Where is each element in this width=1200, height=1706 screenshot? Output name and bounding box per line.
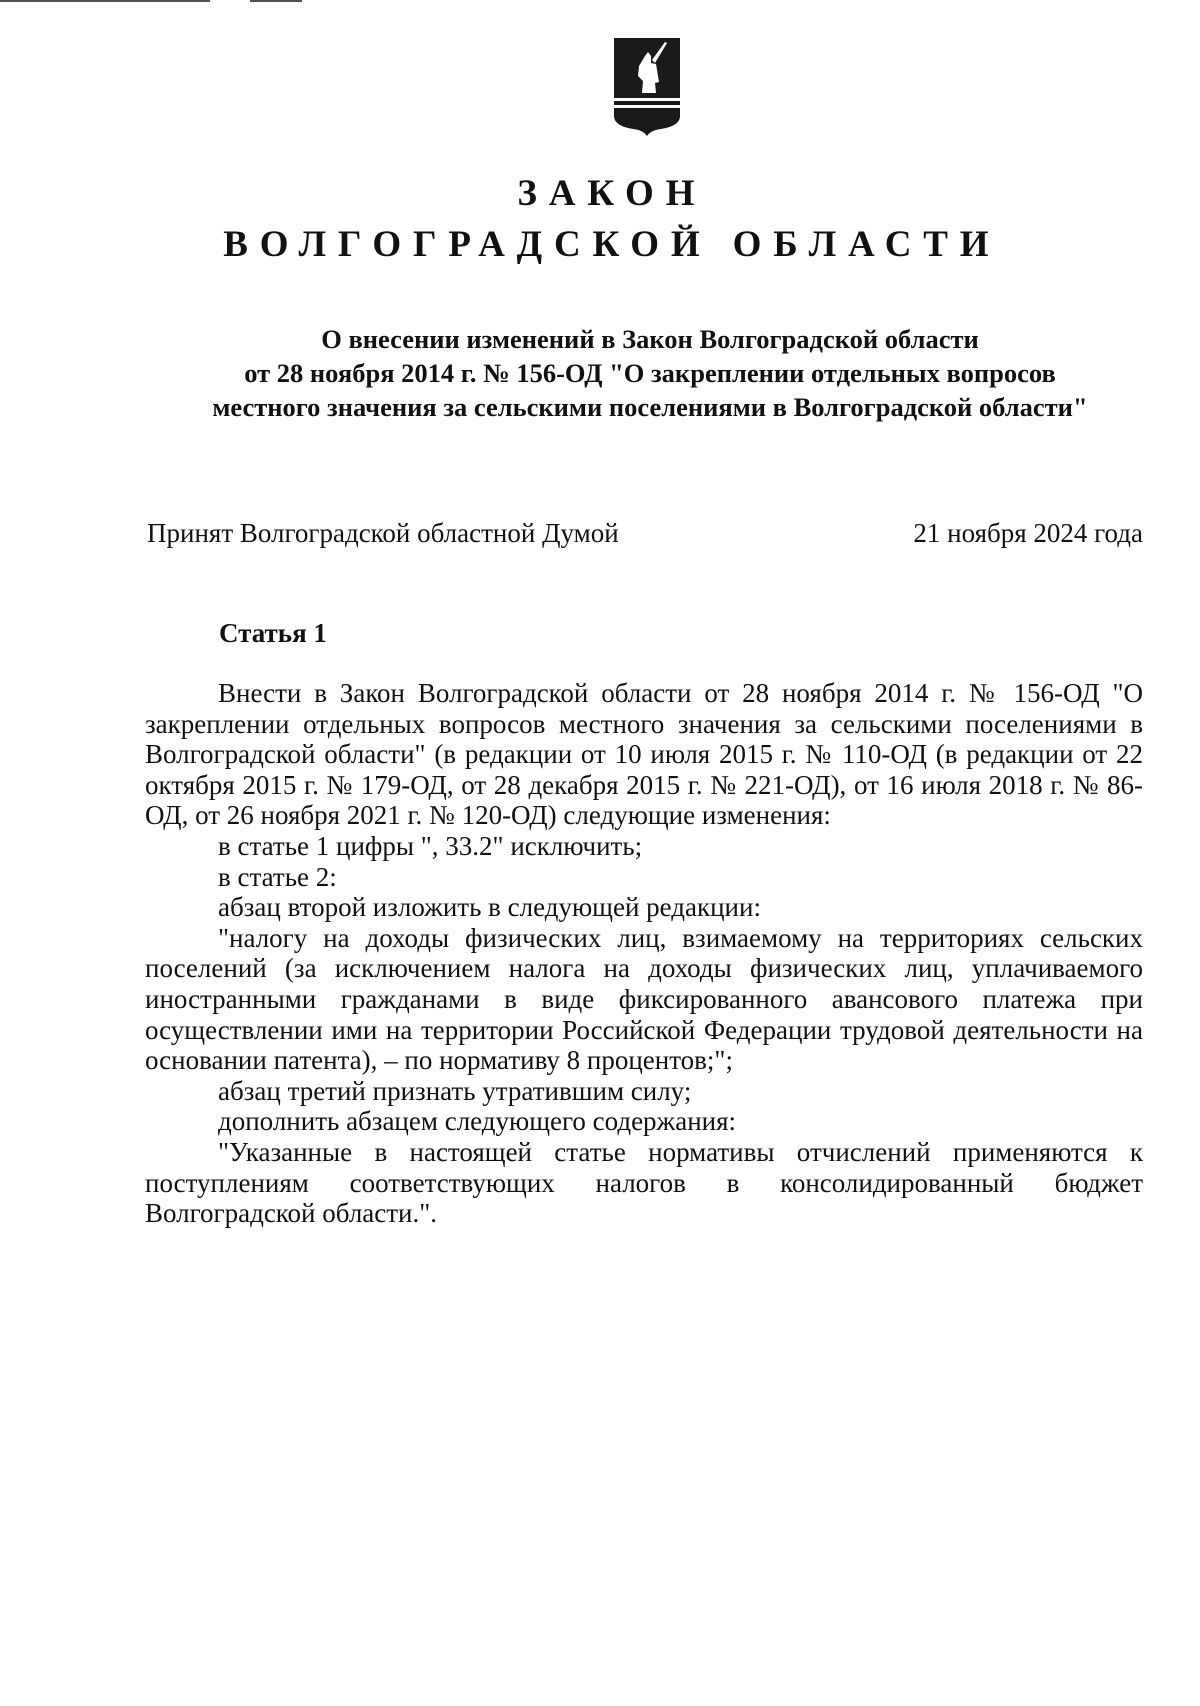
law-subject-line: О внесении изменений в Закон Волгоградской области [321, 324, 979, 354]
paragraph: "Указанные в настоящей статье нормативы отчислений применяются к поступлениям соответствующих налогов в консолидированный бюджет Волгоградской области.". [145, 1136, 1143, 1229]
paragraph: абзац третий признать утратившим силу; [218, 1075, 692, 1106]
paragraph: дополнить абзацем следующего содержания: [218, 1106, 737, 1137]
paragraph: Внести в Закон Волгоградской области от 28 ноября 2014 г. № 156-ОД "О закреплении отдельных вопросов местного значения за сельскими поселениями в Волгоградской области" (в редакции от 10 июля 2015 г. № 110-ОД (в редакции от 22 октября 2015 г. № 179-ОД, от 28 декабря 2015 г. № 221-ОД), от 16 июля 2018 г. № 86-ОД, от 26 ноября 2021 г. № 120-ОД) следующие изменения: [145, 678, 1143, 831]
document-title-region: ВОЛГОГРАДСКОЙ ОБЛАСТИ [223, 224, 1001, 265]
paragraph: абзац второй изложить в следующей редакции: [218, 892, 761, 923]
adoption-line [147, 518, 1143, 549]
article-heading: Статья 1 [219, 618, 327, 648]
article-body [145, 678, 1143, 1229]
paragraph: в статье 2: [218, 861, 337, 892]
paragraph: "налогу на доходы физических лиц, взимаемому на территориях сельских поселений (за исключением налога на доходы физических лиц, уплачиваемого иностранными гражданами в виде фиксированного авансового платежа при осуществлении ими на территории Российской Федерации трудовой деятельности на основании патента), – по нормативу 8 процентов;"; [145, 922, 1143, 1076]
volgograd-coat-of-arms-icon [611, 36, 683, 136]
law-subject-line: местного значения за сельскими поселениями в Волгоградской области" [212, 392, 1088, 422]
adopted-by: Принят Волгоградской областной Думой [147, 518, 619, 548]
document-title: ЗАКОН [517, 173, 707, 214]
scan-edge-mark [250, 0, 302, 2]
law-subject [130, 322, 1170, 424]
law-subject-line: от 28 ноября 2014 г. № 156-ОД "О закреплении отдельных вопросов [244, 358, 1056, 388]
scan-edge-mark [0, 0, 210, 2]
paragraph: в статье 1 цифры ", 33.2" исключить; [218, 830, 643, 861]
adoption-date: 21 ноября 2024 года [913, 518, 1143, 548]
